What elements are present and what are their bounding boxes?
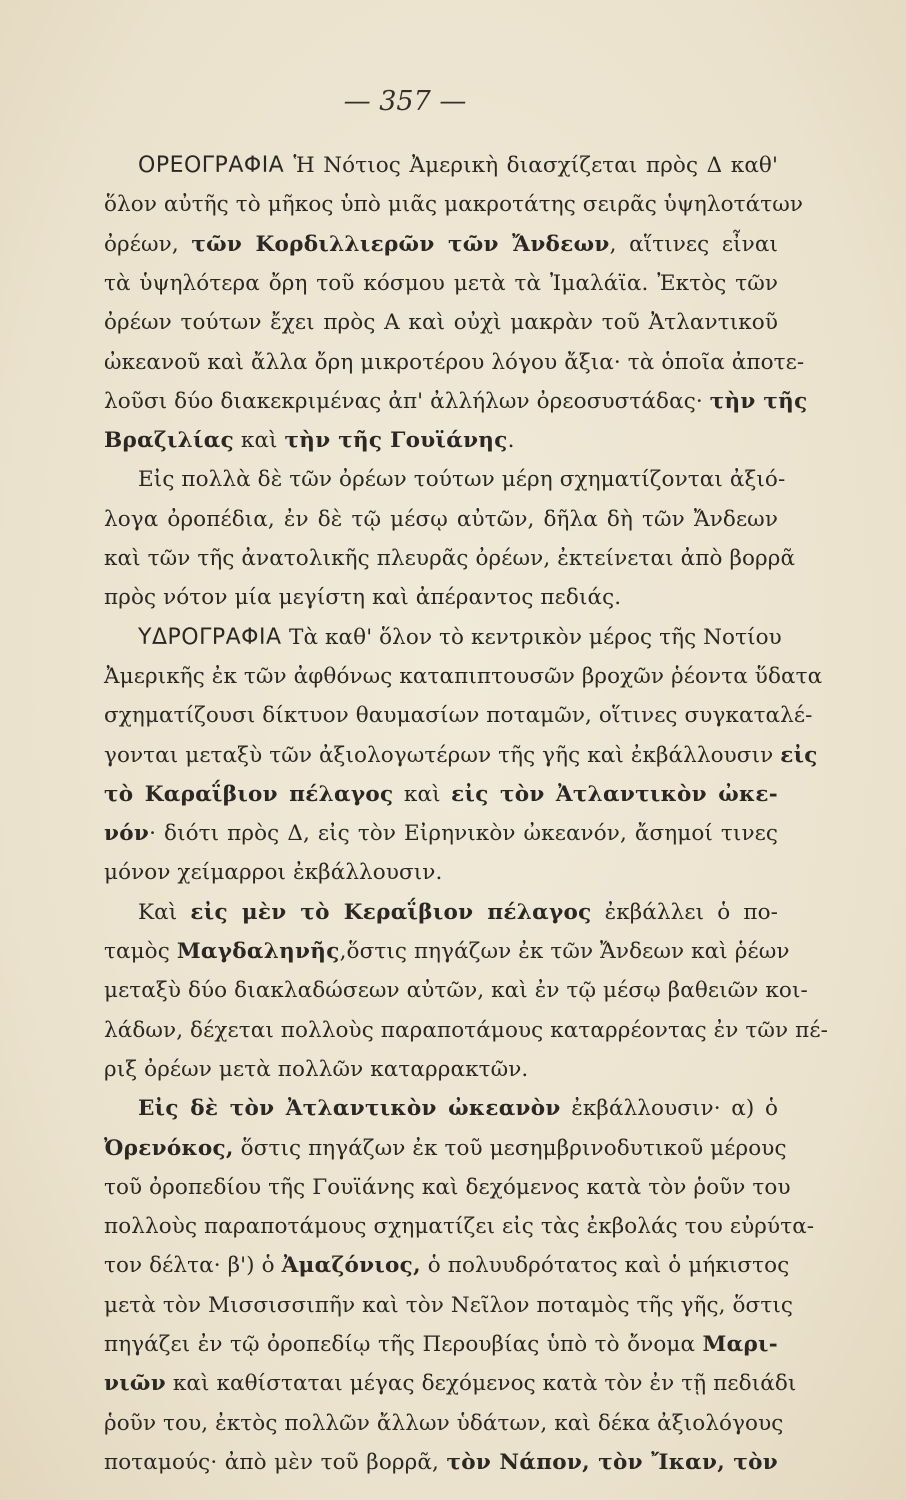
- bold-term: εἰς τὸν Ἀτλαντικὸν ὠκε-: [451, 781, 779, 807]
- text-segment: Τὰ καθ' ὅλον τὸ κεντρικὸν μέρος τῆς Νοτίου: [289, 624, 782, 650]
- text-line: [104, 1011, 828, 1051]
- text-segment: πηγάζει ἐν τῷ ὀροπεδίῳ τῆς Περουβίας ὑπὸ τὸ ὄνομα: [104, 1332, 703, 1357]
- text-segment: καὶ: [393, 781, 452, 807]
- text-segment: Ἡ Νότιος Ἀμερικὴ διασχίζεται πρὸς Δ καθ': [293, 153, 778, 178]
- text-segment: ὀρέων τούτων ἔχει πρὸς Α καὶ οὐχὶ μακρὰν τοῦ Ἀτλαντικοῦ: [104, 310, 778, 336]
- bold-term: τὸν Νάπον, τὸν Ἴκαν, τὸν: [446, 1449, 778, 1475]
- text-segment: ριξ ὀρέων μετὰ πολλῶν καταρρακτῶν.: [104, 1056, 529, 1082]
- text-line: [138, 146, 778, 186]
- text-segment: πρὸς νότον μία μεγίστη καὶ ἀπέραντος πεδιάς.: [104, 585, 622, 611]
- text-segment: Εἰς πολλὰ δὲ τῶν ὀρέων τούτων μέρη σχηματίζονται ἀξιό-: [138, 467, 786, 493]
- text-segment: σχηματίζουσι δίκτυον θαυμασίων ποταμῶν, οἵτινες συγκαταλέ-: [104, 703, 813, 729]
- text-segment: , αἵτινες εἶναι: [609, 231, 778, 257]
- text-line: [104, 657, 823, 697]
- bold-term: τὸ Καραΐβιον πέλαγος: [104, 781, 394, 807]
- text-line: [104, 539, 796, 579]
- text-segment: .: [507, 428, 515, 454]
- text-line: [104, 500, 778, 540]
- text-segment: · διότι πρὸς Δ, εἰς τὸν Εἰρηνικὸν ὠκεανόν, ἄσημοί τινες: [149, 821, 778, 847]
- text-segment: ῥοῦν του, ἐκτὸς πολλῶν ἄλλων ὑδάτων, καὶ δέκα ἀξιολόγους: [104, 1410, 784, 1436]
- bold-term: τῶν Κορδιλλιερῶν τῶν Ἄνδεων: [191, 231, 610, 257]
- bold-term: νόν: [104, 821, 150, 847]
- text-segment: καὶ: [233, 428, 285, 454]
- text-line: [138, 1089, 778, 1129]
- text-line: [104, 578, 778, 618]
- text-segment: ποταμούς· ἀπὸ μὲν τοῦ βορρᾶ,: [104, 1449, 447, 1475]
- bold-term: εἰς: [780, 742, 818, 768]
- text-line: [104, 1443, 778, 1483]
- text-segment: ὠκεανοῦ καὶ ἄλλα ὄρη μικροτέρου λόγου ἄξια· τὰ ὁποῖα ἀποτε-: [104, 349, 805, 375]
- section-heading: ΟΡΕΟΓΡΑΦΙΑ: [138, 153, 294, 178]
- section-heading: ΥΔΡΟΓΡΑΦΙΑ: [138, 624, 289, 650]
- text-segment: Καὶ: [138, 899, 191, 925]
- text-segment: ὀρέων,: [104, 231, 192, 257]
- text-line: [104, 1129, 787, 1169]
- text-segment: ὅστις πηγάζων ἐκ τοῦ μεσημβρινοδυτικοῦ μέρους: [233, 1135, 787, 1161]
- text-line: [104, 185, 804, 225]
- bold-term: Εἰς δὲ τὸν Ἀτλαντικὸν ὠκεανὸν: [138, 1096, 561, 1122]
- text-line: [138, 460, 786, 500]
- text-line: [104, 775, 778, 815]
- text-segment: ἐκβάλλουσιν· α) ὁ: [560, 1096, 778, 1122]
- bold-term: τὴν τῆς: [709, 388, 808, 414]
- bold-term: Μαρι-: [702, 1332, 778, 1357]
- text-line: [104, 1246, 790, 1286]
- text-segment: ὅλον αὐτῆς τὸ μῆκος ὑπὸ μιᾶς μακροτάτης σειρᾶς ὑψηλοτάτων: [104, 192, 804, 218]
- bold-term: Βραζιλίας: [104, 428, 234, 454]
- text-line: [104, 1325, 778, 1365]
- text-line: [104, 1050, 778, 1090]
- text-line: [104, 421, 778, 461]
- text-segment: Ἀμερικῆς ἐκ τῶν ἀφθόνως καταπιπτουσῶν βροχῶν ῥέοντα ὕδατα: [104, 663, 823, 689]
- text-line: [104, 225, 778, 265]
- text-segment: ταμὸς: [104, 939, 177, 964]
- text-segment: μεταξὺ δύο διακλαδώσεων αὐτῶν, καὶ ἐν τῷ μέσῳ βαθειῶν κοι-: [104, 978, 808, 1004]
- text-segment: καὶ τῶν τῆς ἀνατολικῆς πλευρᾶς ὀρέων, ἐκτείνεται ἀπὸ βορρᾶ: [104, 546, 796, 571]
- text-segment: τοῦ ὀροπεδίου τῆς Γουϊάνης καὶ δεχόμενος κατὰ τὸν ῥοῦν του: [104, 1174, 791, 1200]
- text-segment: λάδων, δέχεται πολλοὺς παραποτάμους καταρρέοντας ἐν τῶν πέ-: [104, 1017, 828, 1043]
- bold-term: νιῶν: [104, 1371, 166, 1397]
- text-line: [104, 1286, 794, 1326]
- bold-term: Μαγδαληνῆς: [176, 939, 340, 964]
- text-line: [104, 1168, 791, 1208]
- bold-term: εἰς μὲν τὸ Κεραΐβιον πέλαγος: [190, 899, 592, 925]
- text-line: [104, 382, 808, 422]
- text-segment: λοῦσι δύο διακεκριμένας ἀπ' ἀλλήλων ὀρεοσυστάδας·: [104, 388, 710, 414]
- text-line: [104, 853, 778, 893]
- page-number: — 357 —: [343, 86, 467, 117]
- text-line: [104, 814, 778, 854]
- text-line: [104, 971, 808, 1011]
- text-segment: λογα ὀροπέδια, ἐν δὲ τῷ μέσῳ αὐτῶν, δῆλα δὴ τῶν Ἄνδεων: [104, 506, 778, 532]
- text-segment: τον δέλτα· β') ὁ: [104, 1253, 282, 1279]
- text-segment: καὶ καθίσταται μέγας δεχόμενος κατὰ τὸν ἐν τῇ πεδιάδι: [165, 1371, 797, 1397]
- text-line: [104, 696, 813, 736]
- text-line: [104, 736, 818, 776]
- text-segment: τὰ ὑψηλότερα ὄρη τοῦ κόσμου μετὰ τὰ Ἰμαλάϊα. Ἐκτὸς τῶν: [104, 270, 778, 296]
- text-line: [138, 893, 778, 933]
- text-segment: μόνον χείμαρροι ἐκβάλλουσιν.: [104, 860, 443, 886]
- text-line: [104, 1207, 815, 1247]
- text-segment: ὁ πολυυδρότατος καὶ ὁ μήκιστος: [420, 1253, 790, 1279]
- text-segment: πολλοὺς παραποτάμους σχηματίζει εἰς τὰς ἐκβολάς του εὐρύτα-: [104, 1214, 815, 1240]
- text-line: [104, 932, 790, 972]
- text-segment: μετὰ τὸν Μισσισσιπῆν καὶ τὸν Νεῖλον ποταμὸς τῆς γῆς, ὅστις: [104, 1292, 794, 1318]
- text-line: [138, 618, 782, 658]
- text-line: [104, 343, 805, 383]
- text-segment: ἐκβάλλει ὁ πο-: [591, 899, 778, 925]
- text-line: [104, 303, 778, 343]
- text-line: [104, 1364, 797, 1404]
- bold-term: τὴν τῆς Γουϊάνης: [284, 428, 508, 454]
- bold-term: Ἀμαζόνιος,: [281, 1253, 421, 1279]
- text-line: [104, 1404, 784, 1444]
- bold-term: Ὀρενόκος,: [104, 1135, 234, 1161]
- text-line: [104, 264, 778, 304]
- text-segment: γονται μεταξὺ τῶν ἀξιολογωτέρων τῆς γῆς καὶ ἐκβάλλουσιν: [104, 742, 781, 768]
- text-segment: ,ὅστις πηγάζων ἐκ τῶν Ἄνδεων καὶ ῥέων: [339, 939, 790, 964]
